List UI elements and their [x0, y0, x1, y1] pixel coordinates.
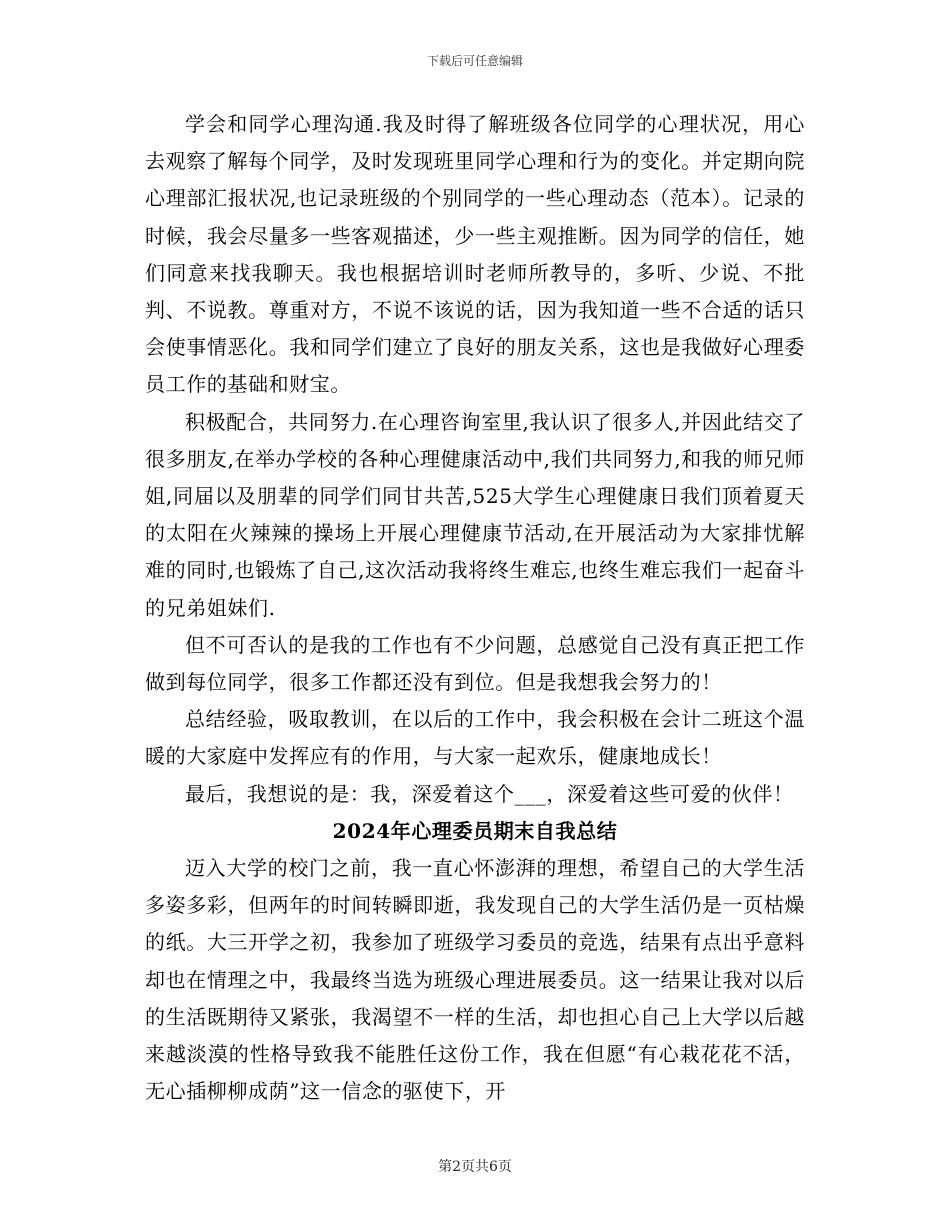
paragraph-lessons: 总结经验，吸取教训，在以后的工作中，我会积极在会计二班这个温暖的大家庭中发挥应有的作用，与大家一起欢乐，健康地成长！: [145, 707, 805, 769]
paragraph-intro: 迈入大学的校门之前，我一直心怀澎湃的理想，希望自己的大学生活多姿多彩，但两年的时间转瞬即逝，我发现自己的大学生活仍是一页枯燥的纸。大三开学之初，我参加了班级学习委员的竞选，结果有点出乎意料却也在情理之中，我最终当选为班级心理进展委员。这一结果让我对以后的生活既期待又紧张，我渴望不一样的生活，却也担心自己上大学以后越来越淡漠的性格导致我不能胜任这份工作，我在但愿“有心栽花花不活，无心插柳柳成荫”这一信念的驱使下，开: [145, 856, 805, 1104]
document-body: [145, 106, 805, 1110]
page-header: 下载后可任意编辑: [426, 54, 523, 68]
paragraph-communication: 学会和同学心理沟通.我及时得了解班级各位同学的心理状况，用心去观察了解每个同学，及时发现班里同学心理和行为的变化。并定期向院心理部汇报状况,也记录班级的个别同学的一些心理动态（范本）。记录的时候，我会尽量多一些客观描述，少一些主观推断。因为同学的信任，她们同意来找我聊天。我也根据培训时老师所教导的，多听、少说、不批判、不说教。尊重对方，不说不该说的话，因为我知道一些不合适的话只会使事情恶化。我和同学们建立了良好的朋友关系，这也是我做好心理委员工作的基础和财宝。: [145, 112, 805, 397]
section-title: 2024年心理委员期末自我总结: [332, 818, 618, 843]
page-footer: 第2页共6页: [438, 1159, 512, 1175]
paragraph-shortcomings: 但不可否认的是我的工作也有不少问题，总感觉自己没有真正把工作做到每位同学，很多工作都还没有到位。但是我想我会努力的！: [145, 632, 805, 695]
paragraph-cooperation: 积极配合，共同努力.在心理咨询室里,我认识了很多人,并因此结交了很多朋友,在举办学校的各种心理健康活动中,我们共同努力,和我的师兄师姐,同届以及朋辈的同学们同甘共苦,525大学生心理健康日我们顶着夏天的太阳在火辣辣的操场上开展心理健康节活动,在开展活动为大家排忧解难的同时,也锻炼了自己,这次活动我将终生难忘,也终生难忘我们一起奋斗的兄弟姐妹们.: [145, 409, 805, 620]
paragraph-closing: 最后，我想说的是：我，深爱着这个___，深爱着这些可爱的伙伴！: [185, 781, 794, 806]
